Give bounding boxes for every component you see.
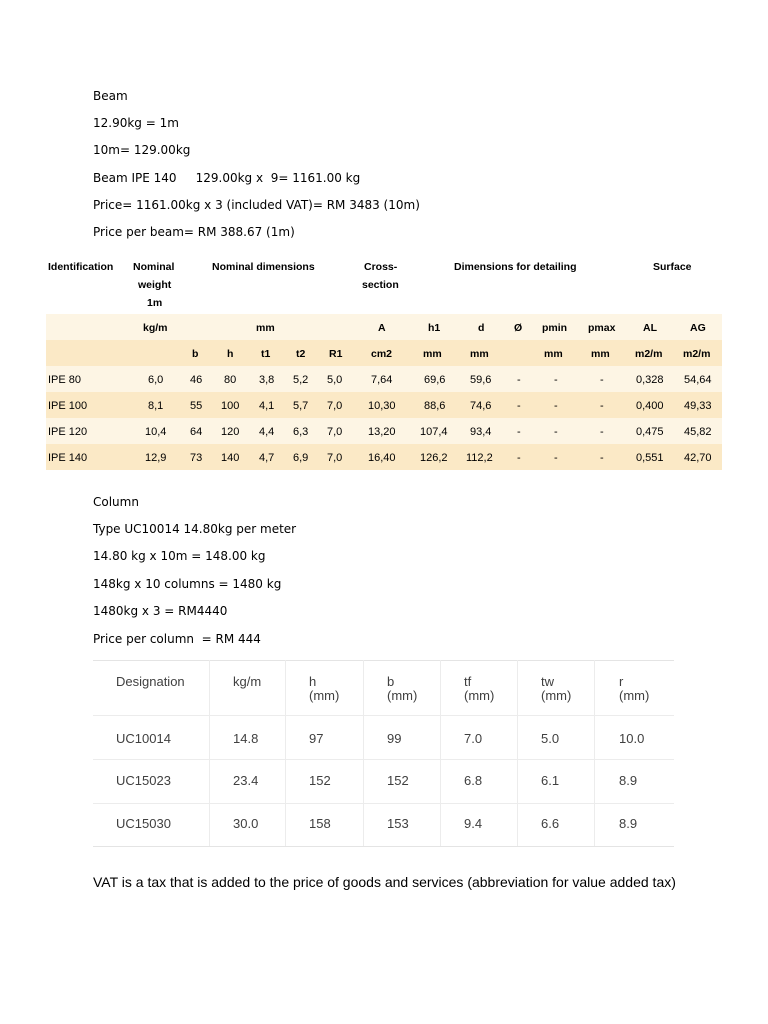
- subunit-t1: t1: [261, 348, 271, 360]
- unit-mm: mm: [256, 322, 275, 334]
- cell-t1: 4,1: [259, 400, 275, 412]
- cell-h: 120: [221, 426, 240, 438]
- header-r-unit: (mm): [619, 688, 650, 703]
- ipe-units-row: [46, 314, 722, 340]
- cell-tw: 6.1: [541, 773, 560, 788]
- cell-weight: 8,1: [148, 400, 164, 412]
- column-heading: Column: [93, 495, 139, 509]
- cell-id: IPE 80: [48, 374, 82, 386]
- cell-kgm: 23.4: [233, 773, 259, 788]
- header-tf-unit: (mm): [464, 688, 495, 703]
- cell-b: 55: [190, 400, 203, 412]
- column-price: 1480kg x 3 = RM4440: [93, 604, 228, 618]
- cell-h1: 69,6: [424, 374, 446, 386]
- cell-b: 152: [387, 773, 409, 788]
- table-row: [46, 444, 722, 470]
- cell-h: 140: [221, 452, 240, 464]
- cell-h: 152: [309, 773, 331, 788]
- header-designation: Designation: [116, 674, 185, 689]
- cell-d: 74,6: [470, 400, 492, 412]
- cell-b: 73: [190, 452, 203, 464]
- vat-note: VAT is a tax that is added to the price of goods and services (abbreviation for value added tax): [93, 874, 676, 890]
- header-b-unit: (mm): [387, 688, 418, 703]
- cell-pmax: -: [600, 452, 604, 464]
- subunit-pmin-mm: mm: [544, 348, 563, 360]
- cell-al: 0,328: [636, 374, 664, 386]
- cell-tf: 6.8: [464, 773, 483, 788]
- header-h: h: [309, 674, 317, 689]
- header-tw-unit: (mm): [541, 688, 572, 703]
- cell-pmax: -: [600, 400, 604, 412]
- cell-tf: 7.0: [464, 731, 483, 746]
- header-nominal-weight-1: Nominal: [133, 261, 175, 273]
- cell-al: 0,400: [636, 400, 664, 412]
- uc-column-table: [93, 660, 674, 846]
- cell-a: 7,64: [371, 374, 393, 386]
- unit-pmax: pmax: [588, 322, 616, 334]
- header-identification: Identification: [48, 261, 114, 273]
- beam-heading: Beam: [93, 89, 128, 103]
- subunit-t2: t2: [296, 348, 306, 360]
- cell-d: 112,2: [466, 452, 493, 464]
- header-tf: tf: [464, 674, 472, 689]
- cell-r1: 7,0: [327, 452, 343, 464]
- beam-weight-10m: 10m= 129.00kg: [93, 143, 191, 157]
- cell-d: 59,6: [470, 374, 492, 386]
- cell-b: 99: [387, 731, 402, 746]
- cell-phi: -: [517, 400, 521, 412]
- beam-weight-per-meter: 12.90kg = 1m: [93, 116, 179, 130]
- subunit-h1-mm: mm: [423, 348, 442, 360]
- row-divider: [93, 759, 674, 760]
- cell-h: 100: [221, 400, 240, 412]
- cell-t2: 6,9: [293, 452, 309, 464]
- table-border-top: [93, 660, 674, 661]
- cell-t1: 4,4: [259, 426, 275, 438]
- cell-ag: 45,82: [684, 426, 712, 438]
- column-total-weight: 148kg x 10 columns = 1480 kg: [93, 577, 282, 591]
- cell-pmin: -: [554, 374, 558, 386]
- column-divider: [517, 660, 518, 846]
- cell-d: 93,4: [470, 426, 492, 438]
- cell-designation: UC15030: [116, 816, 171, 831]
- cell-r1: 7,0: [327, 426, 343, 438]
- subunit-al: m2/m: [635, 348, 663, 360]
- header-r: r: [619, 674, 624, 689]
- cell-weight: 12,9: [145, 452, 167, 464]
- header-nominal-dimensions: Nominal dimensions: [212, 261, 315, 273]
- cell-r: 10.0: [619, 731, 645, 746]
- row-divider: [93, 803, 674, 804]
- unit-al: AL: [643, 322, 657, 334]
- cell-kgm: 30.0: [233, 816, 259, 831]
- cell-t2: 5,2: [293, 374, 309, 386]
- subunit-r1: R1: [329, 348, 343, 360]
- unit-h1: h1: [428, 322, 441, 334]
- cell-h: 80: [224, 374, 237, 386]
- header-tw: tw: [541, 674, 554, 689]
- subunit-b: b: [192, 348, 199, 360]
- column-weight-10m: 14.80 kg x 10m = 148.00 kg: [93, 549, 266, 563]
- header-surface: Surface: [653, 261, 692, 273]
- table-row: [46, 366, 722, 392]
- unit-phi: Ø: [514, 322, 523, 334]
- cell-weight: 6,0: [148, 374, 164, 386]
- cell-h1: 88,6: [424, 400, 446, 412]
- beam-total-weight: Beam IPE 140 129.00kg x 9= 1161.00 kg: [93, 171, 361, 185]
- cell-h: 158: [309, 816, 331, 831]
- cell-designation: UC10014: [116, 731, 171, 746]
- cell-t1: 4,7: [259, 452, 275, 464]
- subunit-pmax-mm: mm: [591, 348, 610, 360]
- cell-a: 10,30: [368, 400, 396, 412]
- unit-d: d: [478, 322, 485, 334]
- cell-h: 97: [309, 731, 324, 746]
- cell-t2: 5,7: [293, 400, 309, 412]
- cell-h1: 107,4: [420, 426, 448, 438]
- subunit-h: h: [227, 348, 234, 360]
- row-divider: [93, 715, 674, 716]
- cell-tw: 5.0: [541, 731, 560, 746]
- cell-b: 46: [190, 374, 203, 386]
- unit-a: A: [378, 322, 386, 334]
- header-detailing: Dimensions for detailing: [454, 261, 577, 273]
- cell-pmin: -: [554, 452, 558, 464]
- column-divider: [594, 660, 595, 846]
- unit-kgm: kg/m: [143, 322, 168, 334]
- cell-tw: 6.6: [541, 816, 560, 831]
- header-nominal-weight-3: 1m: [147, 297, 163, 309]
- header-h-unit: (mm): [309, 688, 340, 703]
- header-cross-section-1: Cross-: [364, 261, 398, 273]
- cell-r: 8.9: [619, 773, 638, 788]
- cell-h1: 126,2: [420, 452, 448, 464]
- cell-b: 153: [387, 816, 409, 831]
- column-divider: [209, 660, 210, 846]
- cell-phi: -: [517, 426, 521, 438]
- cell-pmax: -: [600, 426, 604, 438]
- subunit-d-mm: mm: [470, 348, 489, 360]
- cell-id: IPE 100: [48, 400, 88, 412]
- cell-designation: UC15023: [116, 773, 171, 788]
- table-border-bottom: [93, 846, 674, 847]
- ipe-subunits-row: [46, 340, 722, 366]
- column-divider: [285, 660, 286, 846]
- header-cross-section-2: section: [362, 279, 399, 291]
- cell-id: IPE 120: [48, 426, 88, 438]
- cell-al: 0,475: [636, 426, 664, 438]
- subunit-cm2: cm2: [371, 348, 393, 360]
- table-row: [46, 418, 722, 444]
- ipe-group-header: [46, 258, 722, 314]
- cell-t1: 3,8: [259, 374, 275, 386]
- unit-pmin: pmin: [542, 322, 568, 334]
- cell-phi: -: [517, 452, 521, 464]
- header-b: b: [387, 674, 395, 689]
- cell-weight: 10,4: [145, 426, 167, 438]
- beam-price-per-beam: Price per beam= RM 388.67 (1m): [93, 225, 295, 239]
- column-type: Type UC10014 14.80kg per meter: [93, 522, 297, 536]
- beam-price: Price= 1161.00kg x 3 (included VAT)= RM 3483 (10m): [93, 198, 420, 212]
- cell-phi: -: [517, 374, 521, 386]
- header-nominal-weight-2: weight: [138, 279, 172, 291]
- cell-a: 13,20: [368, 426, 396, 438]
- table-row: [46, 392, 722, 418]
- cell-a: 16,40: [368, 452, 396, 464]
- cell-t2: 6,3: [293, 426, 309, 438]
- column-divider: [363, 660, 364, 846]
- cell-ag: 54,64: [684, 374, 712, 386]
- cell-id: IPE 140: [48, 452, 88, 464]
- header-kgm: kg/m: [233, 674, 262, 689]
- column-divider: [440, 660, 441, 846]
- cell-pmin: -: [554, 400, 558, 412]
- cell-kgm: 14.8: [233, 731, 259, 746]
- unit-ag: AG: [690, 322, 706, 334]
- cell-ag: 49,33: [684, 400, 712, 412]
- cell-r1: 7,0: [327, 400, 343, 412]
- cell-b: 64: [190, 426, 203, 438]
- cell-ag: 42,70: [684, 452, 712, 464]
- cell-al: 0,551: [636, 452, 664, 464]
- cell-pmin: -: [554, 426, 558, 438]
- cell-tf: 9.4: [464, 816, 483, 831]
- cell-r: 8.9: [619, 816, 638, 831]
- cell-pmax: -: [600, 374, 604, 386]
- subunit-ag: m2/m: [683, 348, 711, 360]
- cell-r1: 5,0: [327, 374, 343, 386]
- column-price-per-column: Price per column = RM 444: [93, 632, 261, 646]
